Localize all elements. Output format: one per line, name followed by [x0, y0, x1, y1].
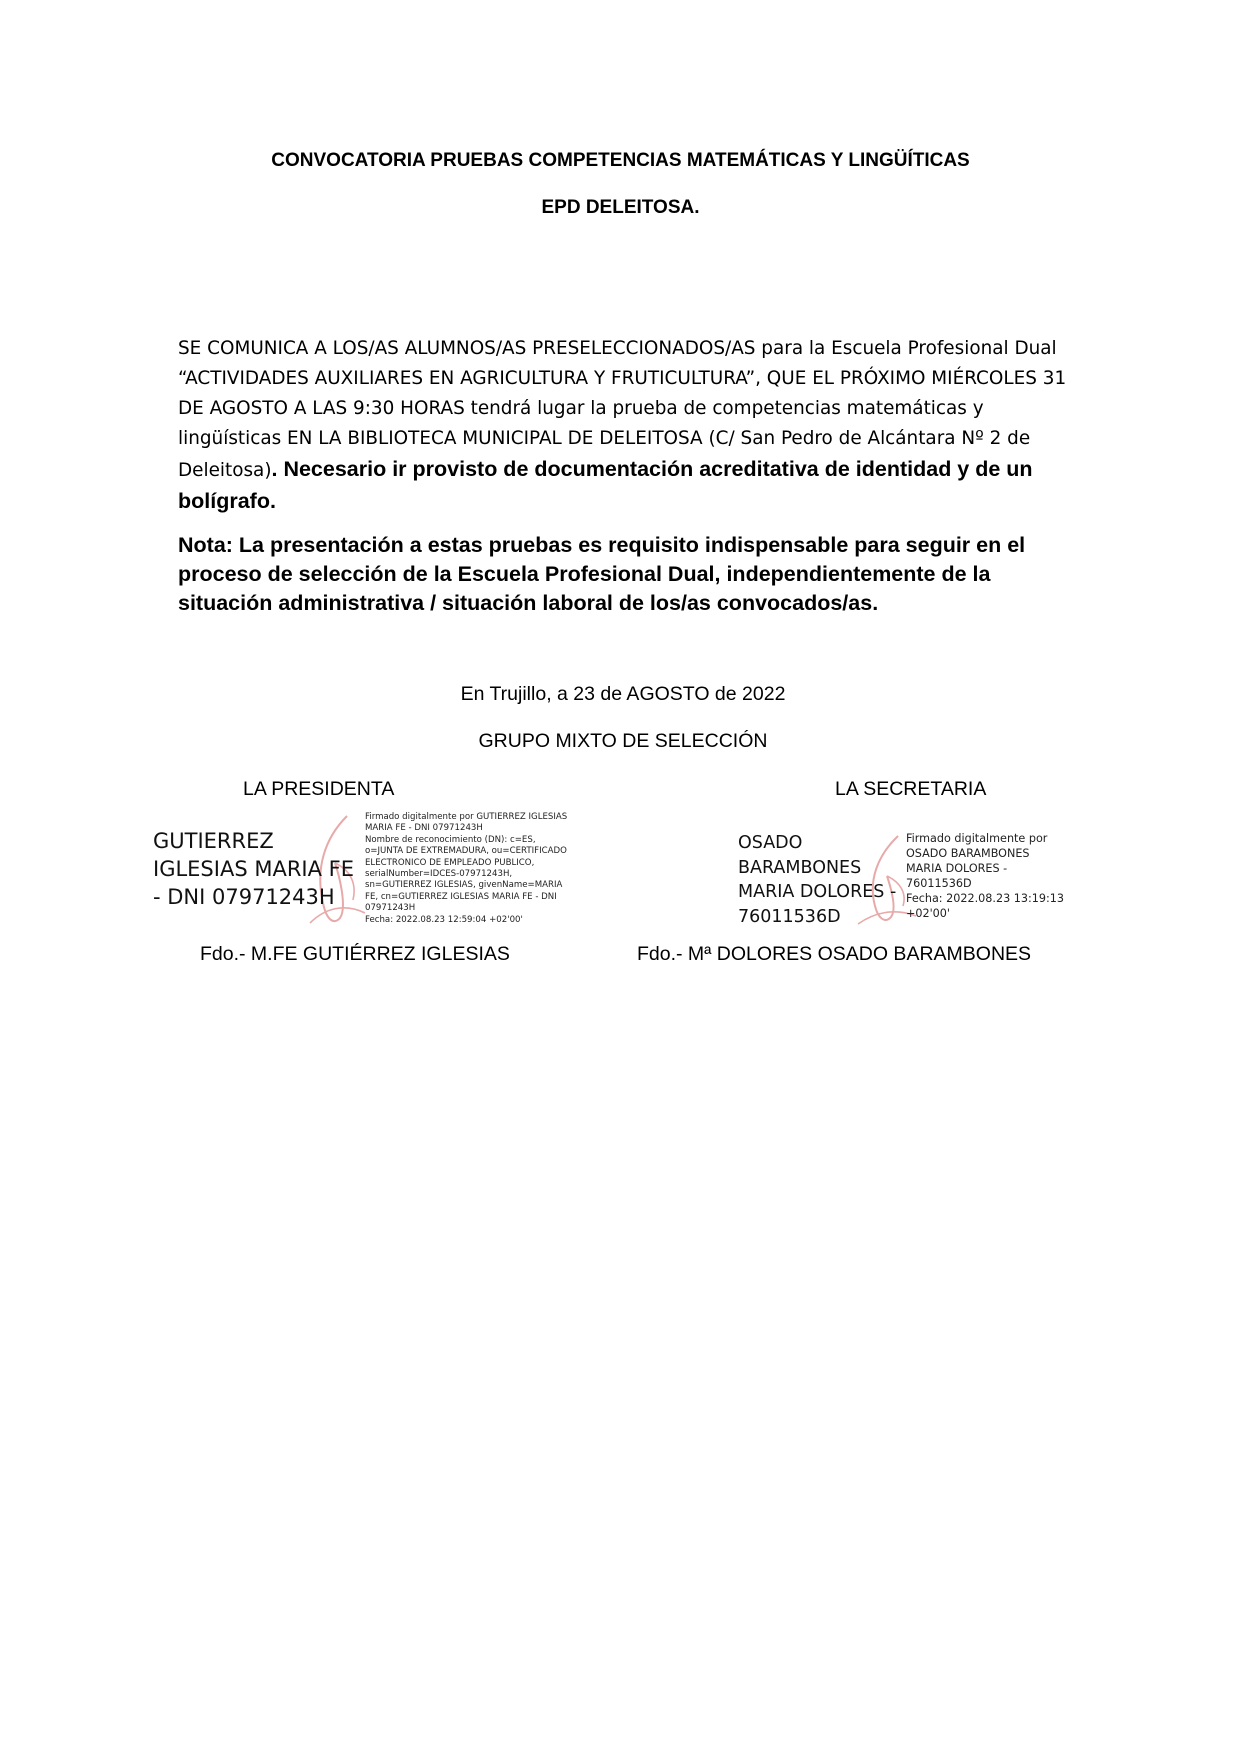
secretary-signature-detail: Firmado digitalmente por OSADO BARAMBONES MARIA DOLORES - 76011536D Fecha: 2022.08.23 13:19:13 +02'00' [906, 832, 1064, 920]
document-subtitle: EPD DELEITOSA. [541, 197, 700, 218]
note-paragraph: Nota: La presentación a estas pruebas es requisito indispensable para seguir en el proceso de selección de la Escuela Profesional Dual, independientemente de la situación administrativa / situación laboral de los/as convocados/as. [178, 533, 1026, 615]
announcement-bold-text: . Necesario ir provisto de documentación acreditativa de identidad y de un bolígrafo. [178, 457, 1033, 513]
announcement-paragraph [178, 334, 1078, 518]
president-role: LA PRESIDENTA [243, 778, 395, 800]
document-title: CONVOCATORIA PRUEBAS COMPETENCIAS MATEMÁTICAS Y LINGÜÍTICAS [271, 150, 970, 171]
secretary-signer-name: OSADO BARAMBONES MARIA DOLORES - 76011536D [738, 833, 897, 927]
place-date: En Trujillo, a 23 de AGOSTO de 2022 [460, 683, 786, 705]
secretary-signed-by: Fdo.- Mª DOLORES OSADO BARAMBONES [637, 943, 1032, 965]
president-signer-name: GUTIERREZ IGLESIAS MARIA FE - DNI 07971243H [153, 829, 354, 909]
president-signature-detail: Firmado digitalmente por GUTIERREZ IGLESIAS MARIA FE - DNI 07971243H Nombre de reconocimiento (DN): c=ES, o=JUNTA DE EXTREMADURA, ou=CERTIFICADO ELECTRONICO DE EMPLEADO PUBLICO, serialNumber=IDCES-07971243H, sn=GUTIERREZ IGLESIAS, givenName=MARIA FE, cn=GUTIERREZ IGLESIAS MARIA FE - DNI 07971243H Fecha: 2022.08.23 12:59:04 +02'00' [365, 812, 568, 925]
selection-group: GRUPO MIXTO DE SELECCIÓN [478, 730, 768, 752]
president-signed-by: Fdo.- M.FE GUTIÉRREZ IGLESIAS [200, 943, 510, 965]
secretary-role: LA SECRETARIA [835, 778, 987, 800]
announcement-text: SE COMUNICA A LOS/AS ALUMNOS/AS PRESELECCIONADOS/AS para la Escuela Profesional Dual “ACTIVIDADES AUXILIARES EN AGRICULTURA Y FRUTICULTURA”, QUE EL PRÓXIMO MIÉRCOLES 31 DE AGOSTO A LAS 9:30 HORAS tendrá lugar la prueba de competencias matemáticas y lingüísticas EN LA BIBLIOTECA MUNICIPAL DE DELEITOSA (C/ San Pedro de Alcántara Nº 2 de Deleitosa) [178, 338, 1067, 481]
